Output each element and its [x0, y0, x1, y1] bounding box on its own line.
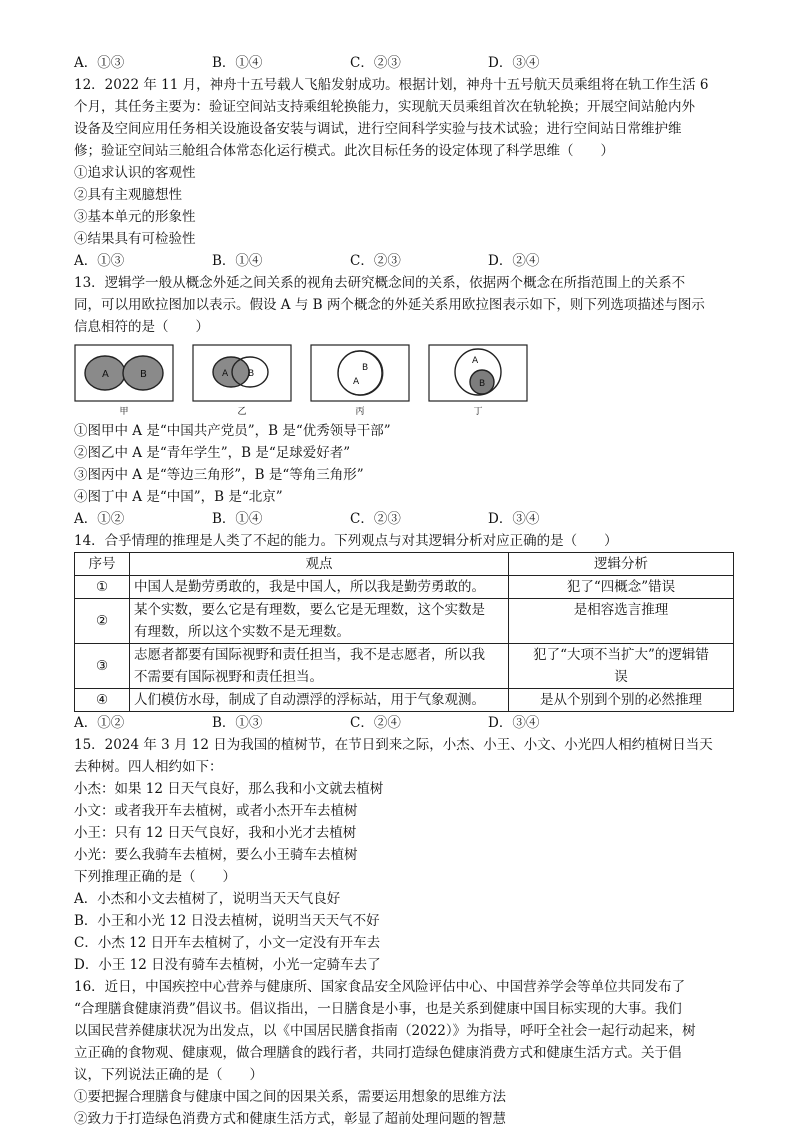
q12-option-b: B．①④ [212, 253, 263, 269]
euler-diagram-bing [310, 344, 428, 418]
table-cell-no: ③ [75, 644, 130, 689]
euler-label-b: B [248, 369, 255, 379]
euler-label-b: B [140, 369, 147, 380]
table-row [75, 644, 734, 689]
q12-option-c: C．②③ [350, 253, 401, 269]
table-cell-view [130, 644, 509, 689]
question-12 [74, 74, 734, 272]
q13-options [74, 508, 734, 530]
q12-options [74, 250, 734, 272]
q12-stem-line: 个月，其任务主要为：验证空间站支持乘组轮换能力，实现航天员乘组首次在轨轮换；开展空间站舱内外 [74, 99, 695, 115]
q11-option-b: B．①④ [212, 55, 263, 71]
q11-option-d: D．③④ [488, 55, 540, 71]
q16-item: ②致力于打造绿色消费方式和健康生活方式，彰显了超前处理问题的智慧 [74, 1111, 506, 1127]
q15-option: C．小杰 12 日开车去植树了，小文一定没有开车去 [74, 935, 381, 951]
table-cell-no: ② [75, 599, 130, 644]
euler-caption: 丙 [355, 407, 365, 417]
cell-line: 人们模仿水母，制成了自动漂浮的浮标站，用于气象观测。 [134, 692, 485, 708]
q13-option-c: C．②③ [350, 511, 401, 527]
q15-option: B．小王和小光 12 日没去植树，说明当天天气不好 [74, 913, 380, 929]
euler-label-a: A [472, 356, 479, 366]
q12-item: ④结果具有可检验性 [74, 231, 196, 247]
q12-option-a: A．①③ [74, 253, 125, 269]
cell-line: 是从个别到个别的必然推理 [540, 692, 702, 708]
q13-item: ④图丁中 A 是“中国”，B 是“北京” [74, 489, 283, 505]
euler-diagram-jia-graphic [74, 344, 174, 402]
q14-options [74, 712, 734, 734]
euler-label-a: A [222, 369, 229, 379]
q11-option-c: C．②③ [350, 55, 401, 71]
euler-label-b: B [362, 363, 369, 373]
q12-item: ①追求认识的客观性 [74, 165, 196, 181]
q15-option: A．小杰和小文去植树了，说明当天天气良好 [74, 891, 341, 907]
table-row [75, 689, 734, 712]
table-cell-analysis [509, 689, 734, 712]
cell-line: 志愿者都要有国际视野和责任担当，我不是志愿者，所以我 [134, 647, 485, 663]
euler-diagram-jia [74, 344, 192, 418]
q16-line: 立正确的食物观、健康观，做合理膳食的践行者，共同打造绿色健康消费方式和健康生活方式。关于倡 [74, 1045, 682, 1061]
q14-option-b: B．①③ [212, 715, 263, 731]
q13-stem-line: 同，可以用欧拉图加以表示。假设 A 与 B 两个概念的外延关系用欧拉图表示如下，则下列选项描述与图示 [74, 297, 705, 313]
q16-line: “合理膳食健康消费”倡议书。倡议指出，一日膳食是小事，也是关系到健康中国目标实现的大事。我们 [74, 1001, 682, 1017]
table-header-analysis: 逻辑分析 [509, 553, 734, 576]
euler-label-b: B [479, 379, 486, 389]
euler-diagram-yi-graphic [192, 344, 292, 402]
table-header-view: 观点 [130, 553, 509, 576]
q12-item: ③基本单元的形象性 [74, 209, 196, 225]
q13-item: ②图乙中 A 是“青年学生”，B 是“足球爱好者” [74, 445, 351, 461]
q15-line: 去种树。四人相约如下： [74, 759, 223, 775]
cell-line: 犯了“大项不当扩大”的逻辑错 [533, 647, 709, 663]
cell-line: 中国人是勤劳勇敢的，我是中国人，所以我是勤劳勇敢的。 [134, 579, 485, 595]
euler-diagram-bing-graphic [310, 344, 410, 402]
q15-line: 小杰：如果 12 日天气良好，那么我和小文就去植树 [74, 781, 384, 797]
q13-option-b: B．①④ [212, 511, 263, 527]
table-header-no: 序号 [75, 553, 130, 576]
table-row [75, 599, 734, 644]
euler-caption: 甲 [119, 407, 129, 417]
table-cell-view [130, 599, 509, 644]
q15-line: 小光：要么我骑车去植树，要么小王骑车去植树 [74, 847, 358, 863]
q12-item: ②具有主观臆想性 [74, 187, 182, 203]
euler-diagram-ding-graphic [428, 344, 528, 402]
q16-line: 议，下列说法正确的是（ ） [74, 1067, 263, 1083]
question-16 [74, 976, 734, 1130]
cell-line: 犯了“四概念”错误 [566, 579, 676, 595]
cell-line: 不需要有国际视野和责任担当。 [134, 669, 323, 685]
q16-line: 16．近日，中国疾控中心营养与健康所、国家食品安全风险评估中心、中国营养学会等单位共同发布了 [74, 979, 686, 995]
q16-item: ①要把握合理膳食与健康中国之间的因果关系，需要运用想象的思维方法 [74, 1089, 506, 1105]
table-cell-view [130, 576, 509, 599]
q13-option-a: A．①② [74, 511, 125, 527]
question-14 [74, 530, 734, 734]
euler-caption: 乙 [237, 407, 247, 417]
q15-line: 15．2024 年 3 月 12 日为我国的植树节，在节日到来之际，小杰、小王、小文、小光四人相约植树日当天 [74, 737, 713, 753]
q13-item: ③图丙中 A 是“等边三角形”，B 是“等角三角形” [74, 467, 364, 483]
exam-page [74, 52, 734, 1130]
table-cell-no: ① [75, 576, 130, 599]
table-row [75, 576, 734, 599]
cell-line: 有理数，所以这个实数不是无理数。 [134, 624, 350, 640]
table-header-row [75, 553, 734, 576]
q15-line: 小王：只有 12 日天气良好，我和小光才去植树 [74, 825, 357, 841]
cell-line: 是相容选言推理 [573, 602, 669, 618]
question-15 [74, 734, 734, 976]
euler-diagrams [74, 344, 734, 418]
q14-table [74, 552, 734, 712]
q14-option-d: D．③④ [488, 715, 540, 731]
question-13 [74, 272, 734, 530]
q12-stem-line: 设备及空间应用任务相关设施设备安装与调试，进行空间科学实验与技术试验；进行空间站日常维护维 [74, 121, 682, 137]
euler-label-a: A [102, 369, 109, 380]
q16-line: 以国民营养健康状况为出发点，以《中国居民膳食指南（2022）》为指导，呼吁全社会一起行动起来，树 [74, 1023, 696, 1039]
q13-option-d: D．③④ [488, 511, 540, 527]
euler-caption: 丁 [473, 407, 483, 417]
q13-item: ①图甲中 A 是“中国共产党员”，B 是“优秀领导干部” [74, 423, 391, 439]
q12-stem-line: 12．2022 年 11 月，神舟十五号载人飞船发射成功。根据计划，神舟十五号航天员乘组将在轨工作生活 6 [74, 77, 709, 93]
q11-options [74, 52, 734, 74]
table-cell-analysis [509, 599, 734, 644]
q14-option-c: C．②④ [350, 715, 401, 731]
table-cell-analysis [509, 576, 734, 599]
euler-diagram-ding [428, 344, 546, 418]
q15-option: D．小王 12 日没有骑车去植树，小光一定骑车去了 [74, 957, 381, 973]
q12-option-d: D．②④ [488, 253, 540, 269]
q15-line: 小文：或者我开车去植树，或者小杰开车去植树 [74, 803, 358, 819]
table-cell-view [130, 689, 509, 712]
q14-stem: 14．合乎情理的推理是人类了不起的能力。下列观点与对其逻辑分析对应正确的是（ ） [74, 533, 618, 549]
q15-line: 下列推理正确的是（ ） [74, 869, 236, 885]
cell-line: 某个实数，要么它是有理数，要么它是无理数，这个实数是 [134, 602, 485, 618]
table-cell-analysis [509, 644, 734, 689]
euler-label-a: A [353, 377, 360, 387]
q13-stem-line: 13．逻辑学一般从概念外延之间关系的视角去研究概念间的关系，依据两个概念在所指范围上的关系不 [74, 275, 686, 291]
q14-option-a: A．①② [74, 715, 125, 731]
q11-option-a: A．①③ [74, 55, 125, 71]
q13-stem-line: 信息相符的是（ ） [74, 319, 209, 335]
euler-diagram-yi [192, 344, 310, 418]
q12-stem-line: 修；验证空间站三舱组合体常态化运行模式。此次目标任务的设定体现了科学思维（ ） [74, 143, 614, 159]
table-cell-no: ④ [75, 689, 130, 712]
cell-line: 误 [614, 669, 628, 685]
